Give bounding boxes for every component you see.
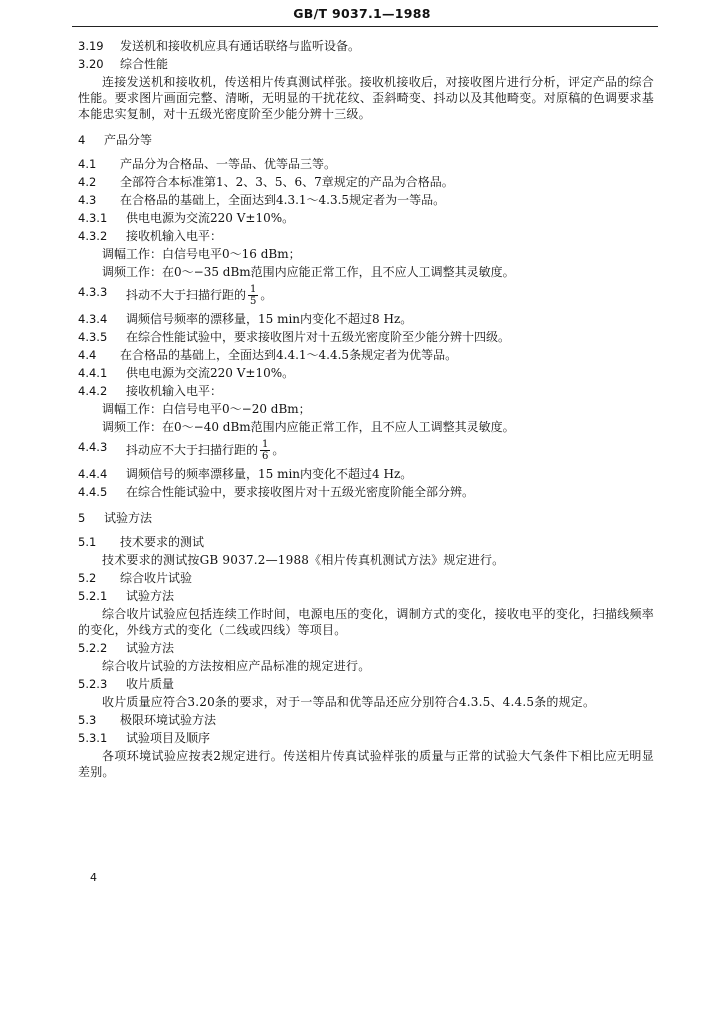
header-rule — [72, 26, 658, 27]
clause-text-with-fraction — [126, 439, 654, 462]
clause-title: 试验方法 — [126, 641, 175, 655]
clause-number: 4.3.3 — [78, 285, 108, 299]
document-body — [78, 38, 654, 782]
standard-header: GB/T 9037.1—1988 — [293, 6, 431, 21]
clause-text: 供电电源为交流220 V±10%。 — [126, 211, 295, 225]
fraction — [248, 284, 258, 307]
page-number: 4 — [90, 871, 97, 884]
clause-text: 在合格品的基础上，全面达到4.3.1～4.3.5规定者为一等品。 — [120, 193, 446, 207]
clause-number: 5.3.1 — [78, 731, 108, 745]
clause-5-2-3 — [78, 676, 654, 692]
clause-5-2 — [78, 570, 654, 586]
clause-title: 综合性能 — [120, 57, 169, 71]
clause-4-3-2-am: 调幅工作：白信号电平0～16 dBm； — [102, 247, 301, 261]
clause-number: 4.4.4 — [78, 467, 108, 481]
clause-4-3 — [78, 192, 654, 208]
clause-title: 技术要求的测试 — [120, 535, 205, 549]
clause-5-2-1-paragraph: 综合收片试验应包括连续工作时间，电源电压的变化，调制方式的变化，接收电平的变化，扫描线频率的变化，外线方式的变化（二线或四线）等项目。 — [78, 607, 654, 637]
fraction-denominator: 5 — [250, 296, 257, 307]
clause-4-3-2-fm: 调频工作：在0～−35 dBm范围内应能正常工作，且不应人工调整其灵敏度。 — [102, 265, 515, 279]
clause-4-3-1 — [78, 210, 654, 226]
section-number: 4 — [78, 133, 86, 147]
clause-text: 接收机输入电平： — [126, 384, 223, 398]
clause-number: 3.19 — [78, 39, 104, 53]
clause-4-4 — [78, 347, 654, 363]
clause-5-2-2-paragraph: 综合收片试验的方法按相应产品标准的规定进行。 — [102, 659, 371, 673]
clause-4-3-5 — [78, 329, 654, 345]
clause-5-1 — [78, 534, 654, 550]
clause-text: 供电电源为交流220 V±10%。 — [126, 366, 295, 380]
clause-4-4-5 — [78, 484, 654, 500]
clause-title: 极限环境试验方法 — [120, 713, 217, 727]
fraction-numerator: 1 — [262, 439, 269, 450]
clause-5-2-1 — [78, 588, 654, 604]
clause-3-20-paragraph: 连接发送机和接收机，传送相片传真测试样张。接收机接收后，对接收图片进行分析，评定产品的综合性能。要求图片画面完整、清晰，无明显的干扰花纹、歪斜畸变、抖动以及其他畸变。对原稿的色调要求基本能忠实复制，对十五级光密度阶至少能分辨十三级。 — [78, 75, 654, 121]
clause-number: 5.2.2 — [78, 641, 108, 655]
clause-number: 4.4.1 — [78, 366, 108, 380]
clause-3-20 — [78, 56, 654, 72]
clause-end: 。 — [272, 443, 285, 457]
clause-4-2 — [78, 174, 654, 190]
clause-5-2-2 — [78, 640, 654, 656]
clause-number: 4.3.4 — [78, 312, 108, 326]
clause-number: 5.2.3 — [78, 677, 108, 691]
clause-5-3-1 — [78, 730, 654, 746]
section-title: 产品分等 — [104, 133, 153, 147]
section-number: 5 — [78, 511, 86, 525]
clause-4-3-2 — [78, 228, 654, 244]
clause-3-19 — [78, 38, 654, 54]
clause-number: 4.3 — [78, 193, 97, 207]
clause-number: 4.4.3 — [78, 440, 108, 454]
fraction — [260, 439, 270, 462]
clause-number: 4.3.5 — [78, 330, 108, 344]
clause-text: 调频信号频率的漂移量，15 min内变化不超过8 Hz。 — [126, 312, 413, 326]
clause-text-with-fraction — [126, 284, 654, 307]
clause-number: 4.4.2 — [78, 384, 108, 398]
clause-number: 4.3.2 — [78, 229, 108, 243]
clause-number: 4.3.1 — [78, 211, 108, 225]
clause-4-4-2 — [78, 383, 654, 399]
clause-4-4-1 — [78, 365, 654, 381]
clause-number: 5.2 — [78, 571, 97, 585]
fraction-denominator: 6 — [262, 451, 269, 462]
clause-number: 5.3 — [78, 713, 97, 727]
clause-5-3-1-paragraph: 各项环境试验应按表2规定进行。传送相片传真试验样张的质量与正常的试验大气条件下相比应无明显差别。 — [78, 749, 654, 779]
clause-number: 4.2 — [78, 175, 97, 189]
section-4-heading — [78, 132, 654, 148]
clause-title: 综合收片试验 — [120, 571, 193, 585]
clause-5-2-3-paragraph: 收片质量应符合3.20条的要求，对于一等品和优等品还应分别符合4.3.5、4.4.5条的规定。 — [102, 695, 596, 709]
clause-4-3-4 — [78, 311, 654, 327]
clause-title: 收片质量 — [126, 677, 175, 691]
clause-text: 在综合性能试验中，要求接收图片对十五级光密度阶能全部分辨。 — [126, 485, 475, 499]
fraction-numerator: 1 — [250, 284, 257, 295]
clause-number: 4.4 — [78, 348, 97, 362]
clause-text: 产品分为合格品、一等品、优等品三等。 — [120, 157, 337, 171]
clause-text: 抖动不大于扫描行距的 — [126, 288, 247, 302]
clause-title: 试验方法 — [126, 589, 175, 603]
section-5-heading — [78, 510, 654, 526]
clause-text: 接收机输入电平： — [126, 229, 223, 243]
clause-title: 试验项目及顺序 — [126, 731, 211, 745]
clause-number: 4.4.5 — [78, 485, 108, 499]
clause-number: 5.2.1 — [78, 589, 108, 603]
clause-4-1 — [78, 156, 654, 172]
clause-number: 5.1 — [78, 535, 97, 549]
clause-text: 全部符合本标准第1、2、3、5、6、7章规定的产品为合格品。 — [120, 175, 454, 189]
clause-number: 3.20 — [78, 57, 104, 71]
clause-4-4-3 — [78, 439, 654, 462]
clause-text: 抖动应不大于扫描行距的 — [126, 443, 259, 457]
clause-5-3 — [78, 712, 654, 728]
clause-text: 发送机和接收机应具有通话联络与监听设备。 — [120, 39, 361, 53]
clause-5-1-paragraph: 技术要求的测试按GB 9037.2—1988《相片传真机测试方法》规定进行。 — [102, 553, 505, 567]
clause-number: 4.1 — [78, 157, 97, 171]
clause-text: 调频信号的频率漂移量，15 min内变化不超过4 Hz。 — [126, 467, 413, 481]
section-title: 试验方法 — [104, 511, 153, 525]
clause-end: 。 — [260, 288, 273, 302]
clause-4-4-4 — [78, 466, 654, 482]
clause-4-4-2-fm: 调频工作：在0～−40 dBm范围内应能正常工作，且不应人工调整其灵敏度。 — [102, 420, 515, 434]
clause-text: 在综合性能试验中，要求接收图片对十五级光密度阶至少能分辨十四级。 — [126, 330, 511, 344]
clause-text: 在合格品的基础上，全面达到4.4.1～4.4.5条规定者为优等品。 — [120, 348, 458, 362]
clause-4-3-3 — [78, 284, 654, 307]
clause-4-4-2-am: 调幅工作：白信号电平0～−20 dBm； — [102, 402, 311, 416]
